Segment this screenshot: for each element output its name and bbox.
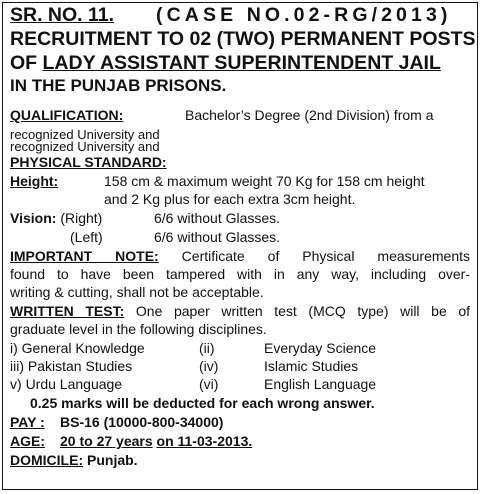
vision-left-side: (Left) (70, 229, 103, 245)
vision-right-row (10, 210, 102, 226)
written-test-line-2: graduate level in the following disciplines. (10, 321, 267, 337)
subject-4-number: (iv) (199, 358, 219, 374)
subject-number: i) (10, 340, 18, 356)
header-line-2: RECRUITMENT TO 02 (TWO) PERMANENT POSTS (10, 28, 476, 50)
subject-3 (10, 358, 132, 374)
case-number: (CASE NO.02-RG/2013) (156, 4, 452, 26)
subject-4-name: Islamic Studies (264, 358, 359, 374)
deduction-note: 0.25 marks will be deducted for each wrong answer. (30, 395, 375, 411)
subject-2-number: (ii) (199, 340, 215, 356)
subject-2-name: Everyday Science (264, 340, 377, 356)
domicile-value: Punjab. (87, 452, 138, 468)
vision-label: Vision: (10, 210, 57, 226)
height-label: Height: (10, 173, 59, 189)
qualification-text: Bachelor’s Degree (2nd Division) from a (185, 107, 434, 123)
age-label: AGE: (10, 433, 45, 449)
pay-value: BS-16 (10000-800-34000) (60, 414, 224, 430)
sr-number: SR. NO. 11. (10, 4, 115, 26)
subject-number: v) (10, 376, 22, 392)
age-range: 20 to 27 years (60, 433, 153, 449)
qualification-label: QUALIFICATION: (10, 107, 124, 123)
header-line-1 (10, 4, 114, 27)
subject-name: Urdu Language (25, 376, 123, 392)
post-title: LADY ASSISTANT SUPERINTENDENT JAIL (42, 52, 441, 74)
subject-name: General Knowledge (21, 340, 145, 356)
subject-6-number: (vi) (199, 376, 219, 392)
header-prefix: OF (10, 52, 38, 74)
subject-1 (10, 340, 145, 356)
domicile-row (10, 452, 138, 468)
qualification-cont-2: recognized University and (10, 139, 160, 154)
pay-label: PAY : (10, 414, 45, 430)
vision-right-value: 6/6 without Glasses. (154, 210, 281, 226)
written-test-text-1: One paper written test (MCQ type) will be of (135, 303, 471, 319)
important-note-text-1: Certificate of Physical measurements (181, 248, 470, 264)
subject-name: Pakistan Studies (27, 358, 133, 374)
age-date: on 11-03-2013. (156, 433, 253, 449)
qualification-cont-1: recognized University and (10, 127, 160, 142)
physical-standard-label: PHYSICAL STANDARD: (10, 154, 167, 170)
subject-5 (10, 376, 122, 392)
subject-6-name: English Language (264, 376, 377, 392)
subject-number: iii) (10, 358, 24, 374)
header-line-3 (10, 52, 441, 75)
qualification-row (10, 107, 123, 123)
pay-row (10, 414, 45, 430)
written-test-line-1 (10, 303, 470, 319)
written-test-label: WRITTEN TEST: (10, 303, 125, 319)
domicile-label: DOMICILE: (10, 452, 84, 468)
height-line-2: and 2 Kg plus for each extra 3cm height. (104, 191, 356, 207)
important-note-line-1 (10, 248, 470, 264)
important-note-line-2: found to have been tampered with in any way, including over- (10, 266, 470, 282)
vision-left-value: 6/6 without Glasses. (154, 229, 281, 245)
age-value (60, 433, 252, 449)
vision-right-side: (Right) (60, 210, 103, 226)
important-note-label: IMPORTANT NOTE: (10, 248, 159, 264)
age-row (10, 433, 45, 449)
height-line-1: 158 cm & maximum weight 70 Kg for 158 cm height (104, 173, 425, 189)
header-line-4: IN THE PUNJAB PRISONS. (10, 76, 227, 95)
important-note-line-3: writing & cutting, shall not be acceptable. (10, 284, 264, 300)
